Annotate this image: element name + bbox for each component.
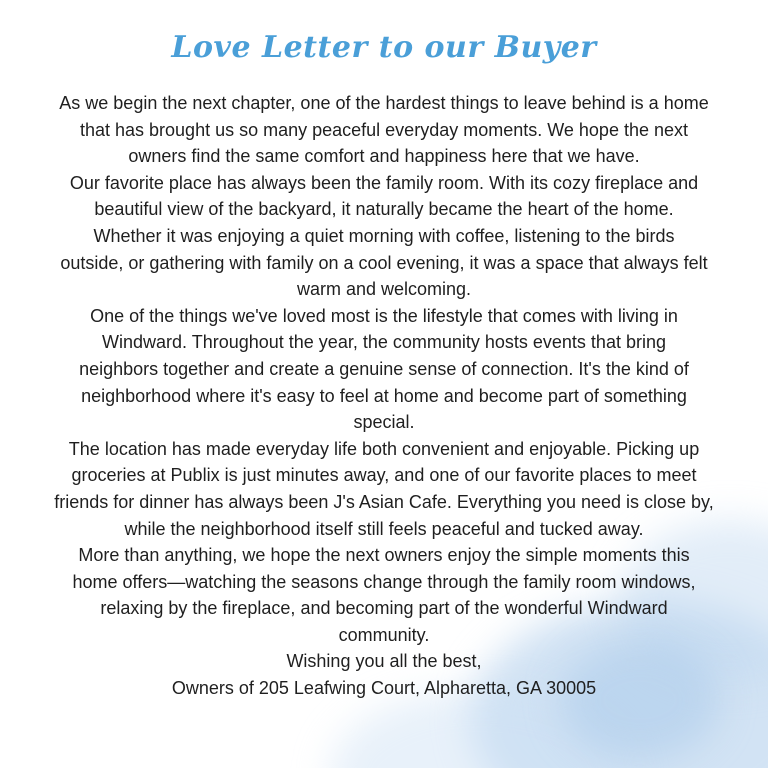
letter-line: One of the things we've loved most is the lifestyle that comes with living in [90, 305, 678, 326]
letter-line: while the neighborhood itself still feels peaceful and tucked away. [124, 518, 644, 539]
letter-line: As we begin the next chapter, one of the hardest things to leave behind is a home [59, 93, 709, 113]
letter-line: outside, or gathering with family on a cool evening, it was a space that always felt [60, 252, 708, 273]
letter-line: groceries at Publix is just minutes away, and one of our favorite places to meet [71, 465, 697, 486]
letter-title: Love Letter to our Buyer [171, 30, 597, 65]
letter-line: neighbors together and create a genuine sense of connection. It's the kind of [79, 358, 689, 379]
letter-body [20, 90, 748, 702]
letter-line: home offers—watching the seasons change through the family room windows, [72, 571, 696, 592]
letter-line: neighborhood where it's easy to feel at home and become part of something [81, 385, 687, 406]
letter-line: More than anything, we hope the next owners enjoy the simple moments this [78, 545, 690, 566]
letter-line: beautiful view of the backyard, it naturally became the heart of the home. [94, 199, 674, 220]
letter-line: Whether it was enjoying a quiet morning with coffee, listening to the birds [93, 225, 675, 246]
letter-line: The location has made everyday life both convenient and enjoyable. Picking up [68, 438, 700, 459]
letter-line: special. [353, 412, 415, 433]
letter-line: warm and welcoming. [296, 279, 472, 300]
letter-line: relaxing by the fireplace, and becoming part of the wonderful Windward [100, 598, 668, 619]
letter-line: owners find the same comfort and happiness here that we have. [128, 146, 640, 167]
letter-line: Windward. Throughout the year, the community hosts events that bring [102, 332, 666, 353]
letter-signature: Owners of 205 Leafwing Court, Alpharetta, GA 30005 [171, 678, 597, 699]
letter-line: Our favorite place has always been the family room. With its cozy fireplace and [69, 172, 699, 193]
letter-line: that has brought us so many peaceful everyday moments. We hope the next [79, 119, 689, 140]
letter-line: community. [338, 624, 430, 645]
letter-line: friends for dinner has always been J's Asian Cafe. Everything you need is close by, [54, 491, 714, 512]
letter-closing: Wishing you all the best, [286, 651, 482, 672]
